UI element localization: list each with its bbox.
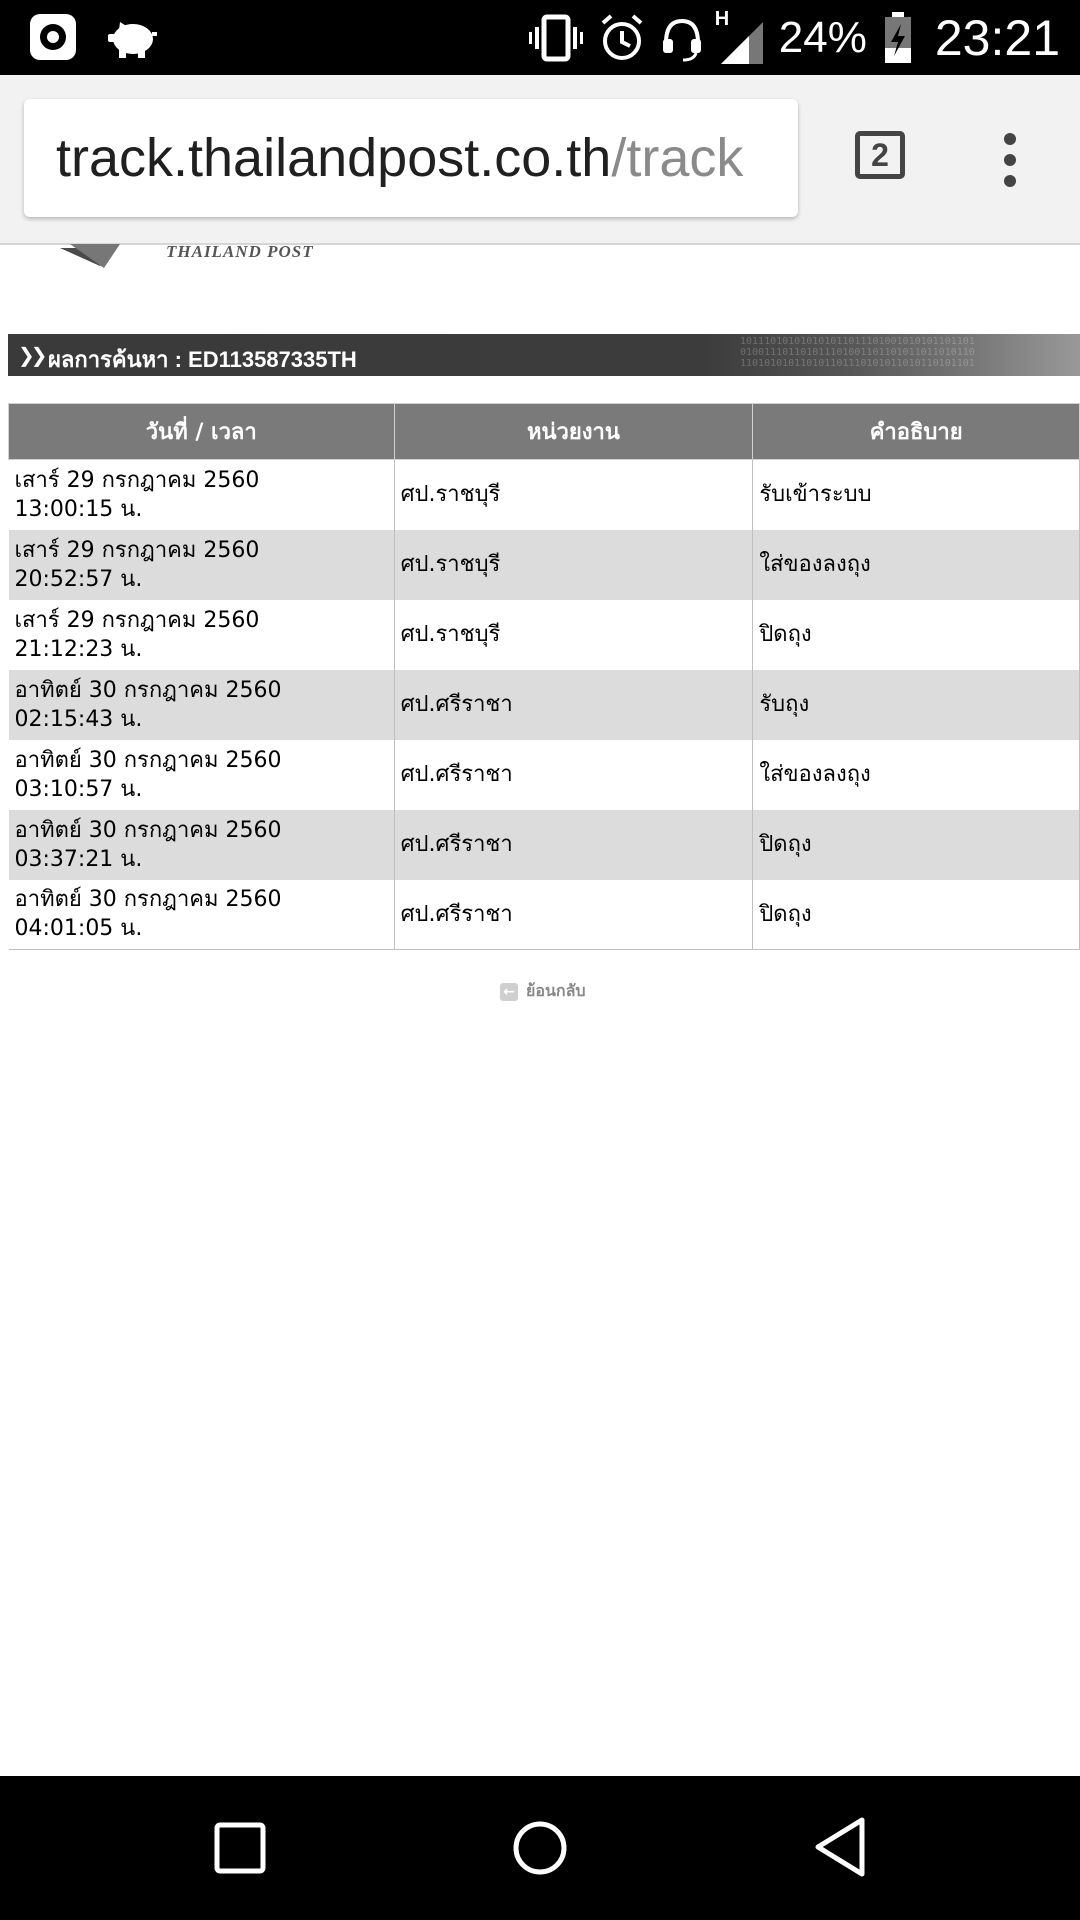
table-header-row [9,404,1080,460]
battery-charging-icon [883,12,913,64]
piggy-bank-icon [106,12,158,62]
cell-office: ศป.ราชบุรี [394,600,753,670]
cell-time: 04:01:05 น. [14,916,143,942]
result-title: ผลการค้นหา : ED113587335TH [48,347,357,372]
cell-office: ศป.ราชบุรี [394,530,753,600]
battery-percent: 24% [778,13,867,62]
table-row [9,810,1080,880]
column-header-description: คำอธิบาย [753,404,1080,460]
home-circle-icon[interactable] [512,1820,568,1876]
cell-date: อาทิตย์ 30 กรกฎาคม 2560 [14,817,282,843]
double-chevron-icon: ❯❯ [18,343,44,367]
cell-office: ศป.ศรีราชา [394,880,753,950]
signal-icon [714,8,763,66]
navigation-bar [0,1776,1080,1920]
cell-time: 13:00:15 น. [14,496,143,522]
cell-date: เสาร์ 29 กรกฎาคม 2560 [14,467,260,493]
tracking-table [8,403,1080,950]
url-text[interactable] [56,127,743,189]
cell-office: ศป.ราชบุรี [394,460,753,530]
table-row [9,740,1080,810]
cell-datetime [9,600,395,670]
cell-description: ปิดถุง [753,810,1080,880]
alarm-icon [599,13,645,63]
tab-count: 2 [871,136,889,173]
logo-text: THAILAND POST [166,242,314,261]
cell-datetime [9,880,395,950]
cell-date: อาทิตย์ 30 กรกฎาคม 2560 [14,747,282,773]
column-header-office: หน่วยงาน [394,404,753,460]
cell-office: ศป.ศรีราชา [394,810,753,880]
cell-description: รับเข้าระบบ [753,460,1080,530]
cell-description: รับถุง [753,670,1080,740]
back-link[interactable] [500,979,586,1004]
cell-time: 21:12:23 น. [14,636,143,662]
cell-date: เสาร์ 29 กรกฎาคม 2560 [14,537,260,563]
cell-datetime [9,670,395,740]
cell-office: ศป.ศรีราชา [394,740,753,810]
cell-description: ใส่ของลงถุง [753,740,1080,810]
camera-icon [28,12,78,62]
cell-date: อาทิตย์ 30 กรกฎาคม 2560 [14,677,282,703]
cell-description: ปิดถุง [753,600,1080,670]
table-row [9,600,1080,670]
table-row [9,460,1080,530]
cell-datetime [9,530,395,600]
overflow-menu-icon[interactable] [990,131,1030,189]
tab-switcher-button[interactable] [855,131,905,179]
recents-square-icon[interactable] [214,1822,266,1874]
cell-description: ใส่ของลงถุง [753,530,1080,600]
cell-time: 20:52:57 น. [14,566,143,592]
cell-datetime [9,740,395,810]
back-label: ย้อนกลับ [526,981,586,1000]
back-arrow-icon: ← [500,983,518,1001]
table-row [9,880,1080,950]
cell-datetime [9,810,395,880]
binary-pattern-decoration: 101110101010101011011101001010101101101 010011101101011101001101101011011010110 110101010110101101110101011010110101101 [740,336,975,369]
browser-toolbar [0,75,1080,245]
headset-icon [661,13,703,63]
cell-time: 02:15:43 น. [14,706,143,732]
cell-time: 03:37:21 น. [14,846,143,872]
column-header-datetime: วันที่ / เวลา [9,404,395,460]
cell-description: ปิดถุง [753,880,1080,950]
table-row [9,530,1080,600]
clock: 23:21 [934,10,1060,66]
cell-date: เสาร์ 29 กรกฎาคม 2560 [14,607,260,633]
status-bar [0,0,1080,75]
cell-office: ศป.ศรีราชา [394,670,753,740]
signal-type-label: H [714,8,730,30]
table-row [9,670,1080,740]
url-path: /track [611,128,744,188]
cell-datetime [9,460,395,530]
cell-date: อาทิตย์ 30 กรกฎาคม 2560 [14,887,282,913]
result-header-bar [8,334,1080,376]
back-triangle-icon[interactable] [812,1816,868,1878]
cell-time: 03:10:57 น. [14,776,143,802]
vibrate-icon [529,13,583,63]
url-host: track.thailandpost.co.th [56,128,612,188]
